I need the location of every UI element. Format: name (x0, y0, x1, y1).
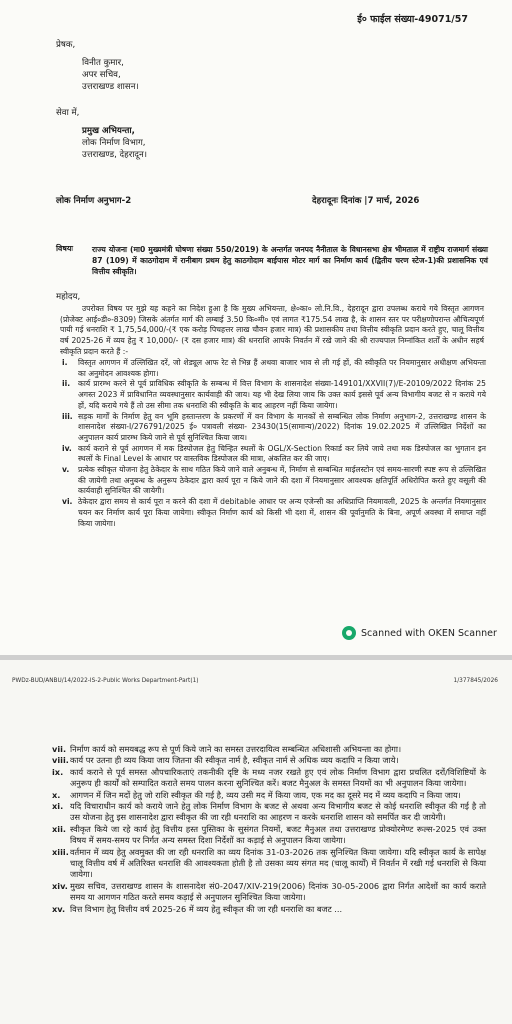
condition-text: निर्माण कार्य को समयबद्ध रूप से पूर्ण किये जाने का समस्त उत्तरदायित्व सम्बन्धित अधिशासी अभियन्ता का होगा। (70, 744, 402, 754)
page2-header-number: 1/377845/2026 (453, 678, 498, 684)
condition-text: वर्तमान में व्यय हेतु अवमुक्त की जा रही धनराशि का व्यय दिनांक 31-03-2026 तक सुनिश्चित किया जायेगा। यदि स्वीकृत कार्य के सापेक्ष चालू वित्तीय वर्ष में अतिरिक्त धनराशि की आवश्यकता होती है तो उसका व्यय संगत मद (चालू कार्यों) में निवर्तन में रखी गई धनराशि से किया जायेगा। (70, 846, 486, 880)
date-line: देहरादूनः दिनांक |7 मार्च, 2026 (312, 196, 420, 206)
condition-number: xi. (52, 801, 64, 812)
condition-number: viii. (52, 755, 69, 766)
condition-number: xiv. (52, 880, 68, 891)
condition-item (60, 412, 486, 444)
condition-item (40, 847, 486, 881)
condition-item (60, 444, 486, 465)
condition-number: iv. (62, 443, 72, 453)
condition-item (40, 767, 486, 790)
condition-text: कार्य कराने से पूर्व आगणन में मक डिस्पोजल हेतु चिन्हित स्थलों के OGL/X-Section रिकार्ड कर लिये जाये तथा मक डिस्पोजल का भुगतान इन स्थलों के Final Level के आधार पर वास्तविक डिस्पोजल की मात्रा, अंकलित कर की जाए। (78, 443, 486, 464)
scanner-text: Scanned with OKEN Scanner (361, 627, 497, 639)
scanner-logo-icon (342, 626, 356, 640)
condition-text: वित्त विभाग हेतु वित्तीय वर्ष 2025-26 में व्यय हेतु स्वीकृत की जा रही धनराशि का बजट ... (70, 903, 343, 914)
condition-number: vii. (52, 744, 67, 754)
condition-number: i. (62, 358, 68, 367)
condition-number: xii. (52, 823, 67, 834)
page2-header-reference: PWDz-BUD/ANBU/14/2022-IS-2-Public Works Department-Part(1) (12, 678, 199, 684)
condition-item (40, 904, 486, 915)
recipient-department: लोक निर्माण विभाग, (82, 138, 146, 148)
subject-text: राज्य योजना (मा0 मुख्यमंत्री घोषणा संख्या 550/2019) के अन्तर्गत जनपद नैनीताल के विधानसभा क्षेत्र भीमताल में राष्ट्रीय राजमार्ग संख्या 87 (109) में काठगोदाम में रानीबाग प्रथम हेतु काठगोदाम बाईपास मोटर मार्ग का निर्माण कार्य (द्वितीय चरण स्टेज-1)की प्रशासनिक एवं वित्तीय स्वीकृति। (92, 245, 488, 276)
condition-text: कार्य कराने से पूर्व समस्त औपचारिकताएं तकनीकी दृष्टि के मध्य नजर रखते हुए एवं लोक निर्माण विभाग द्वारा प्रचलित दरों/विशिष्टियों के अनुरूप ही कार्यों को सम्पादित कराते समय पालन करना सुनिश्चित करें। बजट मैनुअल के समस्त नियमों का भी अनुपालन किया जायेगा। (70, 766, 486, 789)
from-label: प्रेषक, (56, 40, 76, 50)
condition-text: यदि विचाराधीन कार्य को कराये जाने हेतु लोक निर्माण विभाग के बजट से अथवा अन्य विभागीय बजट से कोई धनराशि स्वीकृत की गई है तो उस योजना हेतु इस शासनादेश द्वारा स्वीकृत की जा रही धनराशि का आहरण न करके धनराशि शासन को समर्पित कर दी जायेगी। (70, 801, 486, 823)
condition-text: कार्य पर उतना ही व्यय किया जाय जितना की स्वीकृत नार्म है, स्वीकृत नार्म से अधिक व्यय कदापि न किया जाये। (70, 755, 399, 766)
conditions-list-2 (40, 744, 486, 915)
condition-item (40, 881, 486, 904)
sender-name: विनीत कुमार, (82, 58, 124, 68)
section-name: लोक निर्माण अनुभाग-2 (56, 196, 132, 206)
condition-text: आगणन में जिन मदों हेतु जो राशि स्वीकृत की गई है, व्यय उसी मद में किया जाय, एक मद का दूसरे मद में व्यय कदापि न किया जाय। (70, 789, 461, 800)
sender-designation: अपर सचिव, (82, 70, 121, 80)
scanner-watermark (342, 626, 497, 640)
condition-item (40, 790, 486, 801)
condition-text: कार्य प्रारम्भ करने से पूर्व प्राविधिक स्वीकृति के सम्बन्ध में वित्त विभाग के शासनादेश संख्या-149101/XXVII(7)/E-20109/2022 दिनांक 25 अगस्त 2023 में प्राविधानित व्यवस्थानुसार कार्यवाही की जाय। यह भी देख लिया जाय कि उक्त कार्य इससे पूर्व अन्य विभागीय बजट से न कराये गये हों, यदि कराये गये हैं तो उस सीमा तक धनराशि की स्वीकृति के बाद आहरण नहीं किया जायेगा। (78, 379, 486, 410)
condition-text: स्वीकृत किये जा रहे कार्य हेतु वित्तीय हस्त पुस्तिका के सुसंगत नियमों, बजट मैनुअल तथा उत्तराखण्ड प्रोक्योरमेण्ट रूल्स-2025 एवं उक्त विषय में समय-समय पर निर्गत अन्य समस्त दिशा निर्देशों का कड़ाई से अनुपालन किया जायेगा। (70, 823, 486, 846)
main-paragraph: उपरोक्त विषय पर मुझे यह कहने का निदेश हुआ है कि मुख्य अभियन्ता, क्षे०का० लो.नि.वि., देहरादून द्वारा उपलब्ध कराये गये विस्तृत आगणन (प्रोजेक्ट आई०डी०-8309) जिसके अंतर्गत मार्ग की लम्बाई 3.50 कि०मी० एवं लागत ₹175.54 लाख है, के शासन स्तर पर परीक्षणोपरान्त औचित्यपूर्ण पायी गई धनराशि ₹ 1,75,54,000/-(₹ एक करोड़ पिचहत्तर लाख चौवन हजार मात्र) की प्रशासकीय तथा वित्तीय स्वीकृति प्रदान करते हुए, चालू वित्तीय वर्ष 2025-26 में व्यय हेतु ₹ 10,000/- (₹ दस हजार मात्र) की धनराशि आपके निवर्तन में रखे जाने की श्री राज्यपाल निम्नांकित शर्तों के अधीन सहर्ष स्वीकृति प्रदान करते हैं :- (60, 304, 484, 356)
condition-text: प्रत्येक स्वीकृत योजना हेतु ठेकेदार के साथ गठित किये जाने वाले अनुबन्ध में, निर्माण से सम्बन्धित माईलस्टोन एवं समय-सारणी स्पष्ट रूप से उल्लिखित की जायेगी तथा अनुबन्ध के अनुरूप ठेकेदार द्वारा कार्य पूरा न किये जाने की दशा में नियमानुसार आवश्यक क्षतिपूर्ति अधिरोपित करते हुए वसूली की कार्यवाही सुनिश्चित की जायेगी। (78, 465, 486, 496)
condition-number: iii. (62, 411, 73, 421)
condition-number: xv. (52, 903, 66, 914)
salutation: महोदय, (56, 292, 81, 302)
subject-label: विषयः (56, 244, 73, 253)
condition-number: xiii. (52, 846, 69, 857)
condition-text: मुख्य सचिव, उत्तराखण्ड शासन के शासनादेश सं0-2047/XIV-219(2006) दिनांक 30-05-2006 द्वारा निर्गत आदेशों का कार्य कराते समय या आगणन गठित करते समय कड़ाई से अनुपालन सुनिश्चित किया जायेगा। (70, 880, 486, 903)
condition-number: x. (52, 789, 61, 800)
condition-item (40, 744, 486, 755)
recipient-location: उत्तराखण्ड, देहरादून। (82, 150, 148, 160)
condition-item (60, 379, 486, 411)
letter-page-2 (0, 660, 512, 1024)
condition-item (40, 824, 486, 847)
condition-number: ii. (62, 379, 71, 389)
condition-item (60, 358, 486, 379)
condition-number: vi. (62, 497, 73, 507)
to-label: सेवा में, (56, 108, 80, 118)
recipient-title: प्रमुख अभियन्ता, (82, 126, 135, 136)
condition-text: विस्तृत आगणन में उल्लिखित दरें, जो शेड्यूल आफ रेट से भिन्न हैं अथवा बाजार भाव से ली गई हों, की स्वीकृति पर नियमानुसार अधीक्षण अभियन्ता का अनुमोदन आवश्यक होगा। (78, 358, 486, 378)
sender-office: उत्तराखण्ड शासन। (82, 82, 139, 92)
conditions-list-1 (60, 358, 486, 529)
condition-text: ठेकेदार द्वारा समय से कार्य पूरा न करने की दशा में debitable आधार पर अन्य एजेन्सी का अधिप्राप्ति नियमावली, 2025 के अन्तर्गत नियमानुसार चयन कर निर्माण कार्य पूरा किया जायेगा। स्वीकृत निर्माण कार्य को किसी भी दशा में, शासन की पूर्वानुमति के बिना, अपूर्ण अवस्था में समाप्त नहीं किया जायेगा। (78, 497, 486, 528)
condition-text: सड़क मार्गों के निर्माण हेतु वन भूमि हस्तान्तरण के प्रकरणों में वन विभाग के मानकों से सम्बन्धित लोक निर्माण अनुभाग-2, उत्तराखण्ड शासन के शासनादेश संख्या-I/276791/2025 ई० पत्रावली संख्या- 23430(15(सामान्य)/2022) दिनांक 19.02.2025 में उल्लिखित निर्देशों का अनुपालन कार्य प्रारम्भ किये जाने से पूर्व सुनिश्चित किया जाय। (78, 411, 486, 442)
condition-item (40, 755, 486, 766)
condition-item (60, 465, 486, 497)
condition-item (40, 801, 486, 824)
condition-number: v. (62, 465, 70, 475)
file-number: ई० फाईल संख्या-49071/57 (357, 14, 468, 25)
condition-item (60, 497, 486, 529)
condition-number: ix. (52, 766, 64, 777)
